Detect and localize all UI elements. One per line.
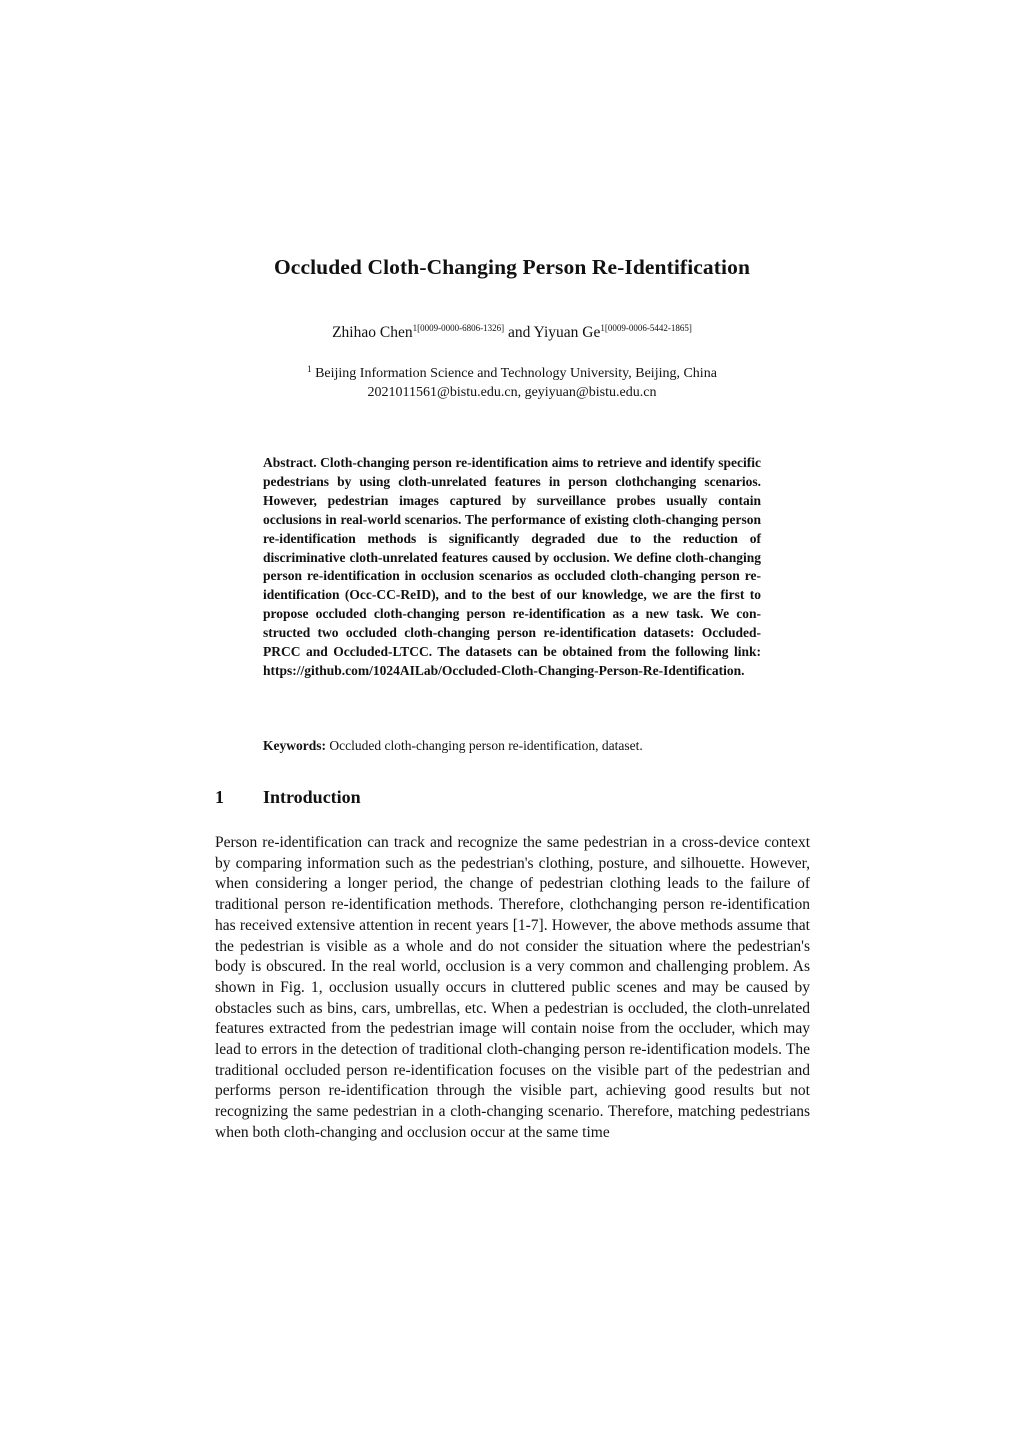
author-name: Zhihao Chen: [332, 324, 413, 341]
intro-paragraph: Person re-identification can track and recognize the same pedestrian in a cross-device context by comparing information such as the pedestrian's clothing, posture, and silhouette. However, when considering a longer period, the change of pedestrian clothing leads to the failure of traditional person re-identification methods. Therefore, clothchanging person re-identification has received extensive attention in recent years [1-7]. However, the above methods assume that the pedestrian is visible as a whole and do not consider the situation where the pedestrian's body is obscured. In the real world, occlusion is a very common and challenging problem. As shown in Fig. 1, occlusion usually occurs in cluttered public scenes and may be caused by obstacles such as bins, cars, umbrellas, etc. When a pedestrian is occluded, the cloth-unrelated features extracted from the pedestrian image will contain noise from the occluder, which may lead to errors in the detection of traditional cloth-changing person re-identification models. The traditional occluded person re-identification focuses on the visible part of the pedestrian and performs person re-identification through the visible part, achieving good results but not recognizing the same pedestrian in a cloth-changing scenario. Therefore, matching pedestrians when both cloth-changing and occlusion occur at the same time: [215, 834, 810, 1141]
keywords: [263, 736, 761, 755]
affiliation-marker: 1: [307, 364, 312, 374]
section-title: Introduction: [263, 787, 361, 807]
affiliation-emails: 2021011561@bistu.edu.cn, geyiyuan@bistu.edu.cn: [367, 385, 657, 400]
affiliation-block: [0, 364, 1024, 402]
author-name: Yiyuan Ge: [533, 324, 601, 341]
section-heading: [215, 787, 361, 808]
keywords-label: Keywords:: [263, 738, 326, 753]
keywords-text: Occluded cloth-changing person re-identification, dataset.: [326, 738, 643, 753]
abstract: Abstract. Cloth-changing person re-identification aims to retrieve and identify specific pedestrians by using cloth-unrelated features in person clothchanging scenarios. However, pedestrian images captured by surveillance probes usually contain occlusions in real-world scenarios. The performance of existing cloth-changing person re-identification methods is significantly degraded due to the reduction of discriminative cloth-unrelated features caused by occlusion. We define cloth-changing person re-identification in occlusion scenarios as occluded cloth-changing person re-identification (Occ-CC-ReID), and to the best of our knowledge, we are the first to propose occluded cloth-changing person re-identification as a new task. We constructed two occluded cloth-changing person re-identification datasets: Occluded-PRCC and Occluded-LTCC. The datasets can be obtained from the following link: https://github.com/1024AILab/Occluded-Cloth-Changing-Person-Re-Identification.: [263, 455, 761, 678]
affiliation-institution: Beijing Information Science and Technology University, Beijing, China: [311, 366, 717, 381]
paper-title: Occluded Cloth-Changing Person Re-Identification: [273, 255, 750, 279]
author-orcid: 1[0009-0000-6806-1326]: [412, 323, 505, 333]
author-orcid: 1[0009-0006-5442-1865]: [600, 323, 692, 333]
section-number: 1: [215, 787, 224, 807]
author-conjunction: and: [504, 324, 534, 341]
author-line: [0, 324, 1024, 342]
affiliation-line: [0, 364, 1024, 383]
